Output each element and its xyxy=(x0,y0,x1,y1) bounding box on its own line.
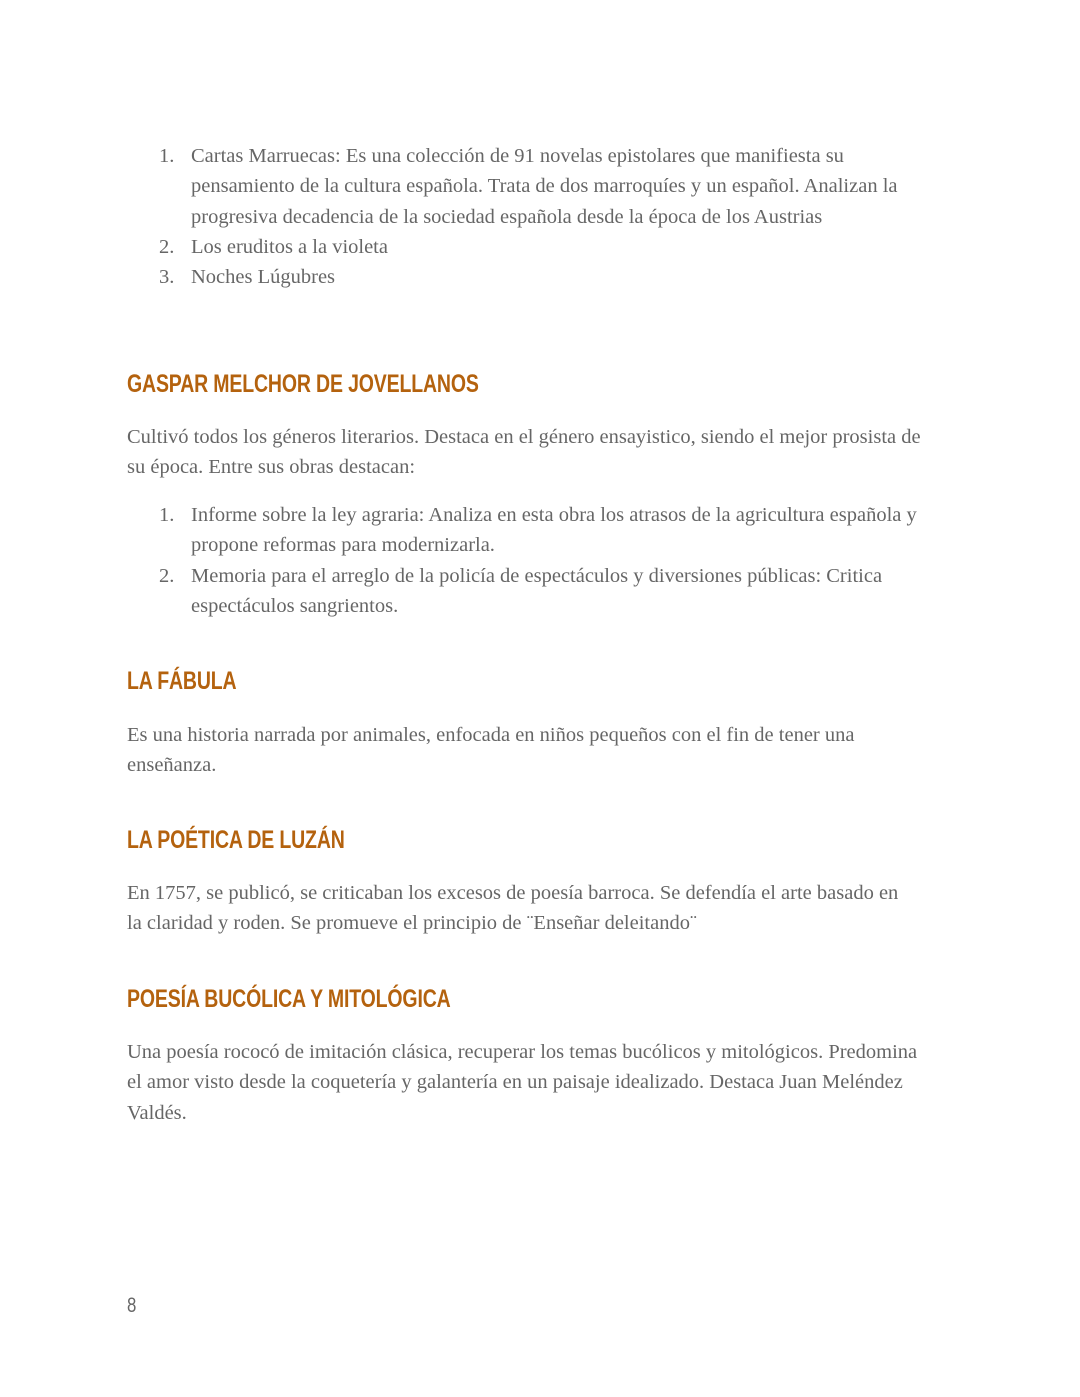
list-item-text: Los eruditos a la violeta xyxy=(191,235,388,258)
list-item xyxy=(127,232,937,262)
list-item-text: Informe sobre la ley agraria: Analiza en esta obra los atrasos de la agricultura española y propone reformas para modernizarla. xyxy=(191,504,917,557)
list-item-text: Memoria para el arreglo de la policía de espectáculos y diversiones públicas: Critica espectáculos sangrientos. xyxy=(191,564,883,617)
section-paragraph-jovellanos: Cultivó todos los géneros literarios. Destaca en el género ensayistico, siendo el mejor prosista de su época. Entre sus obras destacan: xyxy=(127,426,921,479)
list-item xyxy=(127,141,937,232)
section-paragraph-fabula: Es una historia narrada por animales, enfocada en niños pequeños con el fin de tener una enseñanza. xyxy=(127,724,855,777)
works-list-cadalso xyxy=(127,141,937,292)
section-paragraph-poetica-luzan: En 1757, se publicó, se criticaban los excesos de poesía barroca. Se defendía el arte basado en la claridad y roden. Se promueve el principio de ¨Enseñar deleitando¨ xyxy=(127,882,899,935)
list-item xyxy=(127,500,937,561)
list-item xyxy=(127,561,937,622)
page-number: 8 xyxy=(127,1294,137,1317)
section-heading-fabula: LA FÁBULA xyxy=(127,667,237,695)
works-list-jovellanos xyxy=(127,500,937,621)
section-heading-jovellanos: GASPAR MELCHOR DE JOVELLANOS xyxy=(127,370,479,398)
list-item-number: 2. xyxy=(159,235,175,258)
list-item xyxy=(127,262,937,292)
list-item-number: 1. xyxy=(159,145,175,167)
section-paragraph-poesia-bucolica: Una poesía rococó de imitación clásica, recuperar los temas bucólicos y mitológicos. Predomina el amor visto desde la coquetería y galantería en un paisaje idealizado. Destaca Juan Meléndez Valdés. xyxy=(127,1041,918,1124)
list-item-number: 3. xyxy=(159,266,175,289)
list-item-text: Cartas Marruecas: Es una colección de 91 novelas epistolares que manifiesta su pensamiento de la cultura española. Trata de dos marroquíes y un español. Analizan la progresiva decadencia de la sociedad española desde la época de los Austrias xyxy=(191,145,898,228)
list-item-number: 2. xyxy=(159,564,175,587)
list-item-number: 1. xyxy=(159,504,175,526)
section-heading-poetica-luzan: LA POÉTICA DE LUZÁN xyxy=(127,826,345,854)
section-heading-poesia-bucolica: POESÍA BUCÓLICA Y MITOLÓGICA xyxy=(127,985,451,1013)
list-item-text: Noches Lúgubres xyxy=(191,266,336,289)
